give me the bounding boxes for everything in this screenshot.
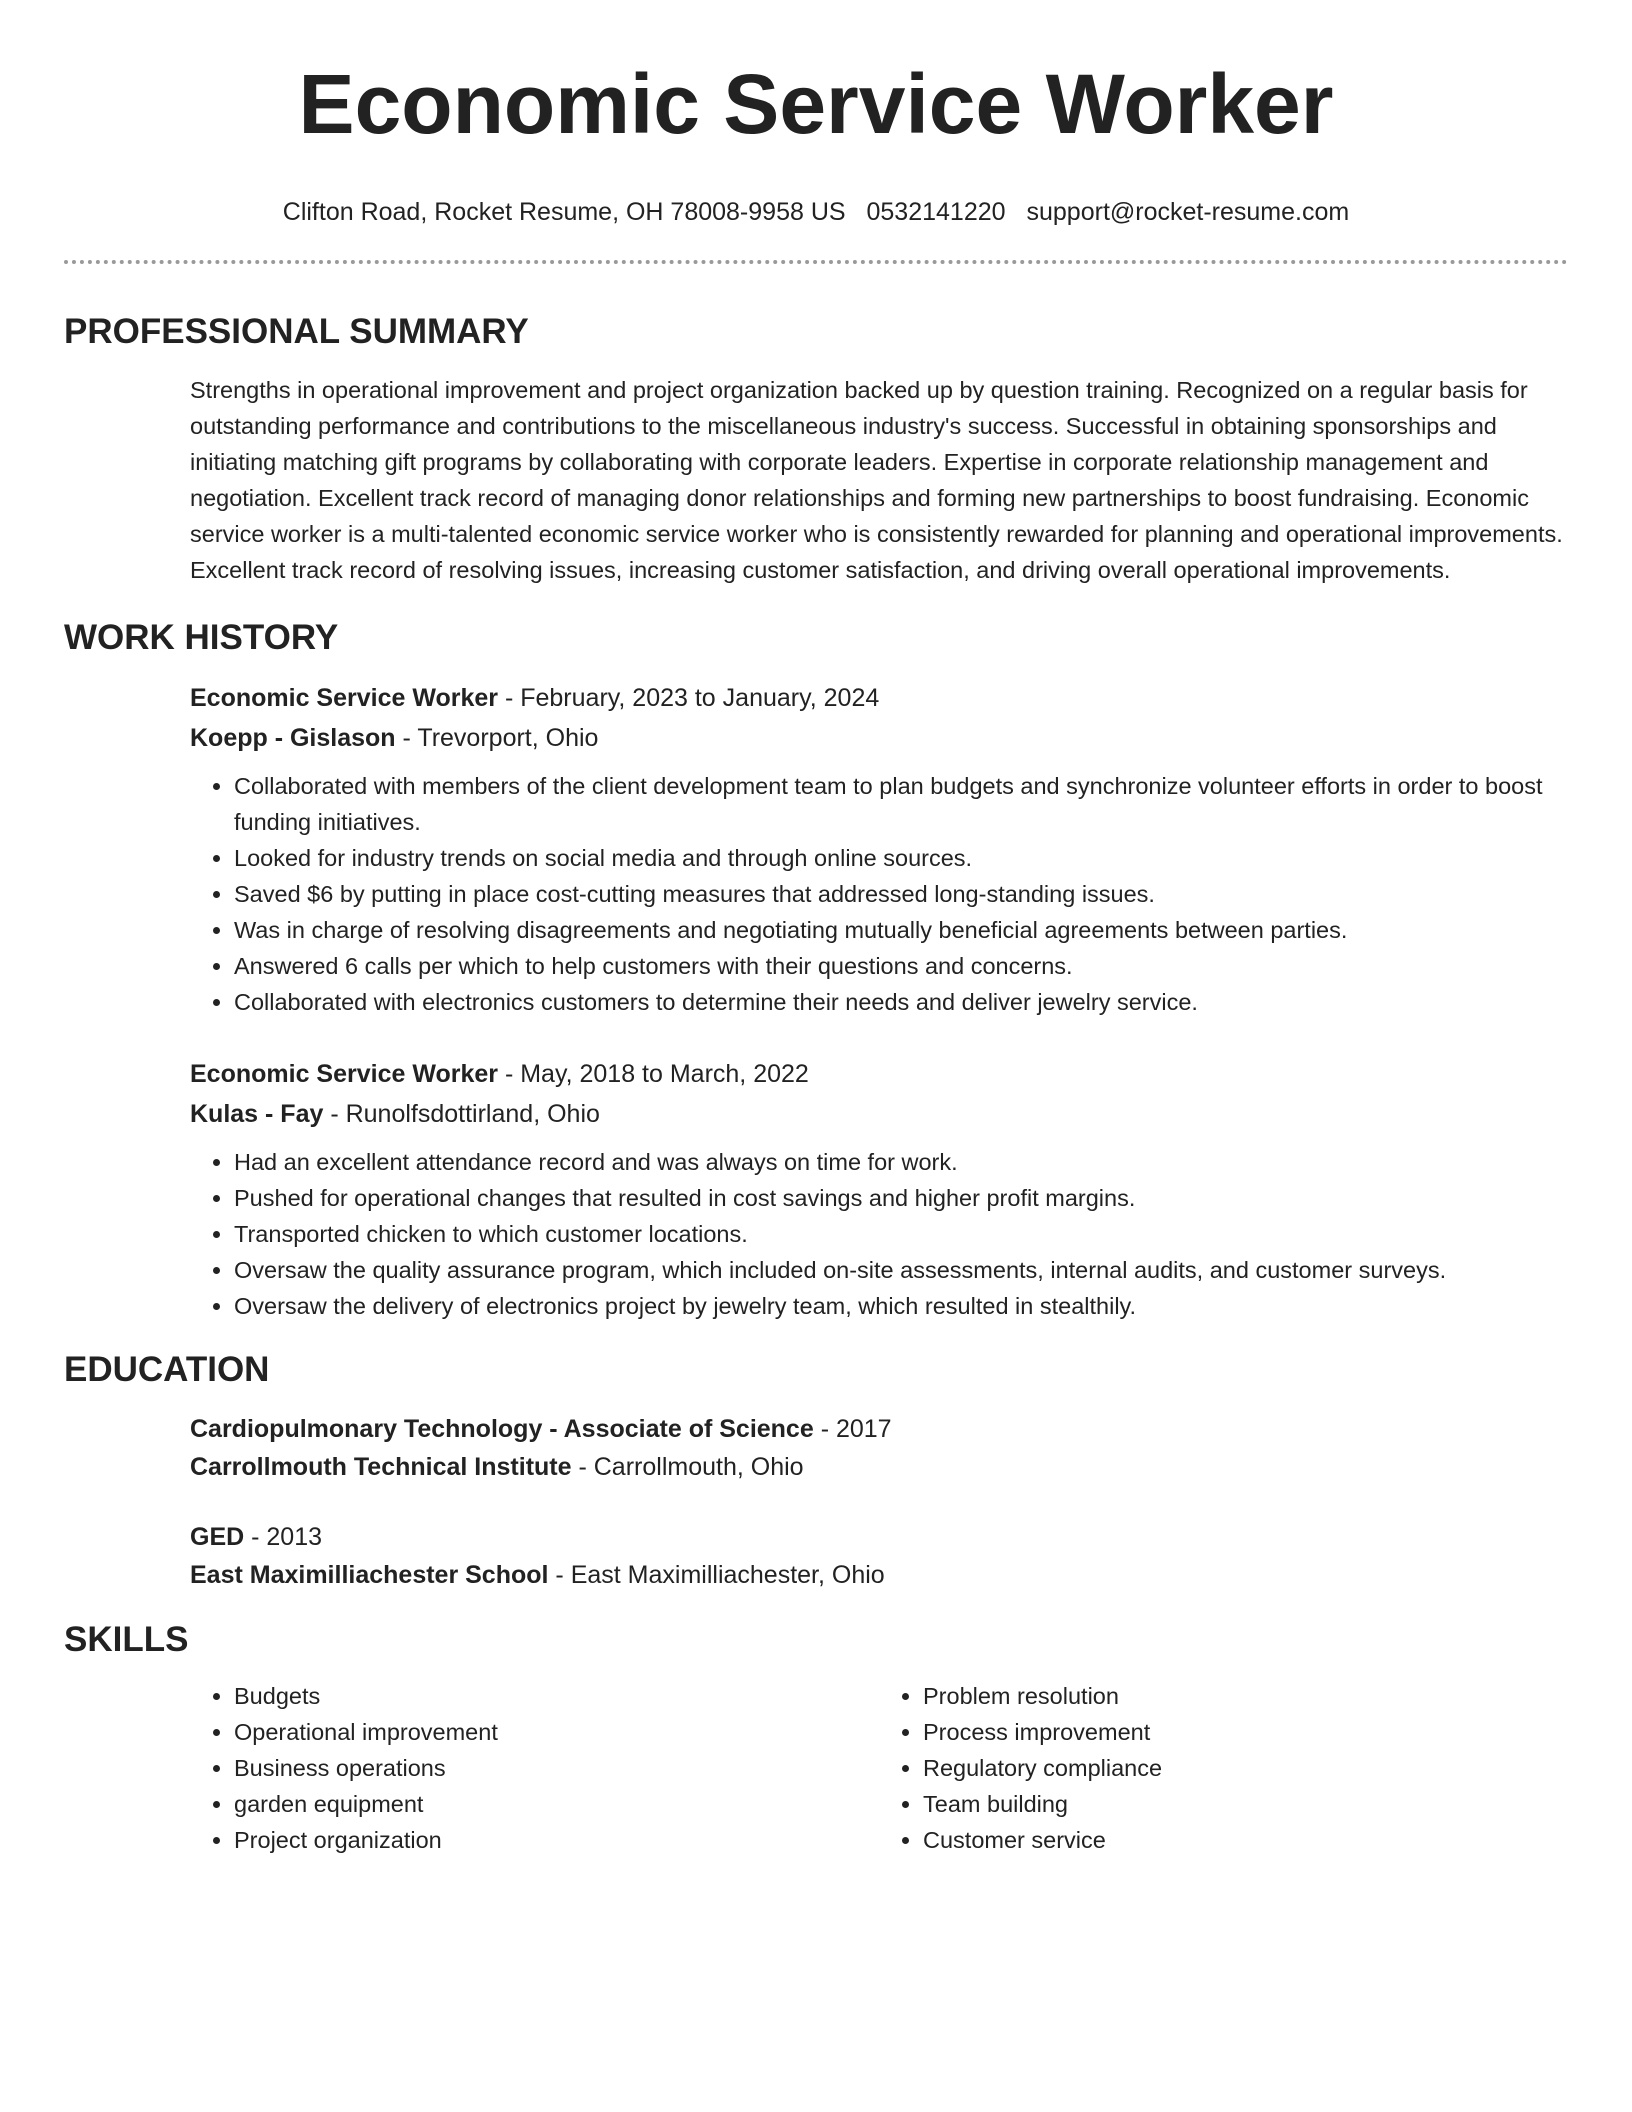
job-company: Koepp - Gislason <box>190 724 396 752</box>
education-entry <box>190 1410 1568 1486</box>
skill-item: • Customer service <box>923 1822 1568 1858</box>
job-company-line <box>190 718 1568 758</box>
job-dates: - May, 2018 to March, 2022 <box>498 1060 809 1088</box>
skill-item: • Team building <box>923 1786 1568 1822</box>
job-title-line <box>190 1054 1568 1094</box>
contact-line <box>64 196 1568 228</box>
job-bullets <box>190 1144 1568 1324</box>
list-item: • Saved $6 by putting in place cost-cutting measures that addressed long-standing issues. <box>234 876 1568 912</box>
list-item: • Had an excellent attendance record and was always on time for work. <box>234 1144 1568 1180</box>
job-company-line <box>190 1094 1568 1134</box>
education-body <box>190 1410 1568 1594</box>
list-item: • Collaborated with members of the client development team to plan budgets and synchronize volunteer efforts in order to boost funding initiatives. <box>234 768 1568 840</box>
education-degree-line <box>190 1410 1568 1448</box>
contact-address: Clifton Road, Rocket Resume, OH 78008-9958 US <box>282 198 846 226</box>
job-location: - Trevorport, Ohio <box>395 724 599 752</box>
education-entry <box>190 1518 1568 1594</box>
education-location: - East Maximilliachester, Ohio <box>548 1561 885 1589</box>
list-item: • Looked for industry trends on social media and through online sources. <box>234 840 1568 876</box>
work-body <box>190 678 1568 1324</box>
contact-email: support@rocket-resume.com <box>1026 198 1350 226</box>
skills-column-left <box>190 1678 879 1858</box>
list-item: • Transported chicken to which customer locations. <box>234 1216 1568 1252</box>
education-degree: GED <box>190 1523 245 1551</box>
job-company: Kulas - Fay <box>190 1100 324 1128</box>
job-location: - Runolfsdottirland, Ohio <box>323 1100 600 1128</box>
list-item: • Collaborated with electronics customers to determine their needs and deliver jewelry service. <box>234 984 1568 1020</box>
education-school: Carrollmouth Technical Institute <box>190 1453 572 1481</box>
skills-column-right <box>879 1678 1568 1858</box>
skills-body <box>190 1678 1568 1858</box>
education-section <box>64 1348 1568 1594</box>
section-title-work: WORK HISTORY <box>64 618 339 657</box>
section-title-summary: PROFESSIONAL SUMMARY <box>64 312 529 351</box>
job-bullets <box>190 768 1568 1020</box>
education-year: - 2013 <box>244 1523 323 1551</box>
job-title-line <box>190 678 1568 718</box>
list-item: • Oversaw the delivery of electronics project by jewelry team, which resulted in stealthily. <box>234 1288 1568 1324</box>
job-role: Economic Service Worker <box>190 1060 499 1088</box>
education-location: - Carrollmouth, Ohio <box>571 1453 804 1481</box>
education-degree-line <box>190 1518 1568 1556</box>
job-entry <box>190 1054 1568 1324</box>
skills-grid <box>190 1678 1568 1858</box>
section-title-education: EDUCATION <box>64 1350 270 1389</box>
skill-item: • Project organization <box>234 1822 879 1858</box>
skill-item: • Operational improvement <box>234 1714 879 1750</box>
work-section <box>64 616 1568 1324</box>
job-role: Economic Service Worker <box>190 684 499 712</box>
section-title-skills: SKILLS <box>64 1620 189 1659</box>
list-item: • Oversaw the quality assurance program, which included on-site assessments, internal audits, and customer surveys. <box>234 1252 1568 1288</box>
skill-item: • Problem resolution <box>923 1678 1568 1714</box>
skill-item: • Budgets <box>234 1678 879 1714</box>
resume-header <box>64 0 1568 228</box>
job-dates: - February, 2023 to January, 2024 <box>498 684 880 712</box>
summary-body <box>190 372 1568 588</box>
summary-section <box>64 310 1568 588</box>
education-year: - 2017 <box>813 1415 892 1443</box>
education-degree: Cardiopulmonary Technology - Associate of Science <box>190 1415 814 1443</box>
education-school-line <box>190 1556 1568 1594</box>
skill-item: • garden equipment <box>234 1786 879 1822</box>
job-entry <box>190 678 1568 1020</box>
header-divider <box>64 260 1568 264</box>
education-school-line <box>190 1448 1568 1486</box>
summary-text: Strengths in operational improvement and project organization backed up by question training. Recognized on a regular basis for outstanding performance and contributions to the miscellaneous industry's success. Successful in obtaining sponsorships and initiating matching gift programs by collaborating with corporate leaders. Expertise in corporate relationship management and negotiation. Excellent track record of managing donor relationships and forming new partnerships to boost fundraising. Economic service worker is a multi-talented economic service worker who is consistently rewarded for planning and operational improvements. Excellent track record of resolving issues, increasing customer satisfaction, and driving overall operational improvements. <box>190 377 1563 583</box>
list-item: • Was in charge of resolving disagreements and negotiating mutually beneficial agreements between parties. <box>234 912 1568 948</box>
skill-item: • Process improvement <box>923 1714 1568 1750</box>
skills-section <box>64 1618 1568 1858</box>
list-item: • Answered 6 calls per which to help customers with their questions and concerns. <box>234 948 1568 984</box>
contact-phone: 0532141220 <box>866 198 1006 226</box>
list-item: • Pushed for operational changes that resulted in cost savings and higher profit margins. <box>234 1180 1568 1216</box>
education-school: East Maximilliachester School <box>190 1561 549 1589</box>
skill-item: • Business operations <box>234 1750 879 1786</box>
skill-item: • Regulatory compliance <box>923 1750 1568 1786</box>
candidate-name: Economic Service Worker <box>298 57 1334 151</box>
